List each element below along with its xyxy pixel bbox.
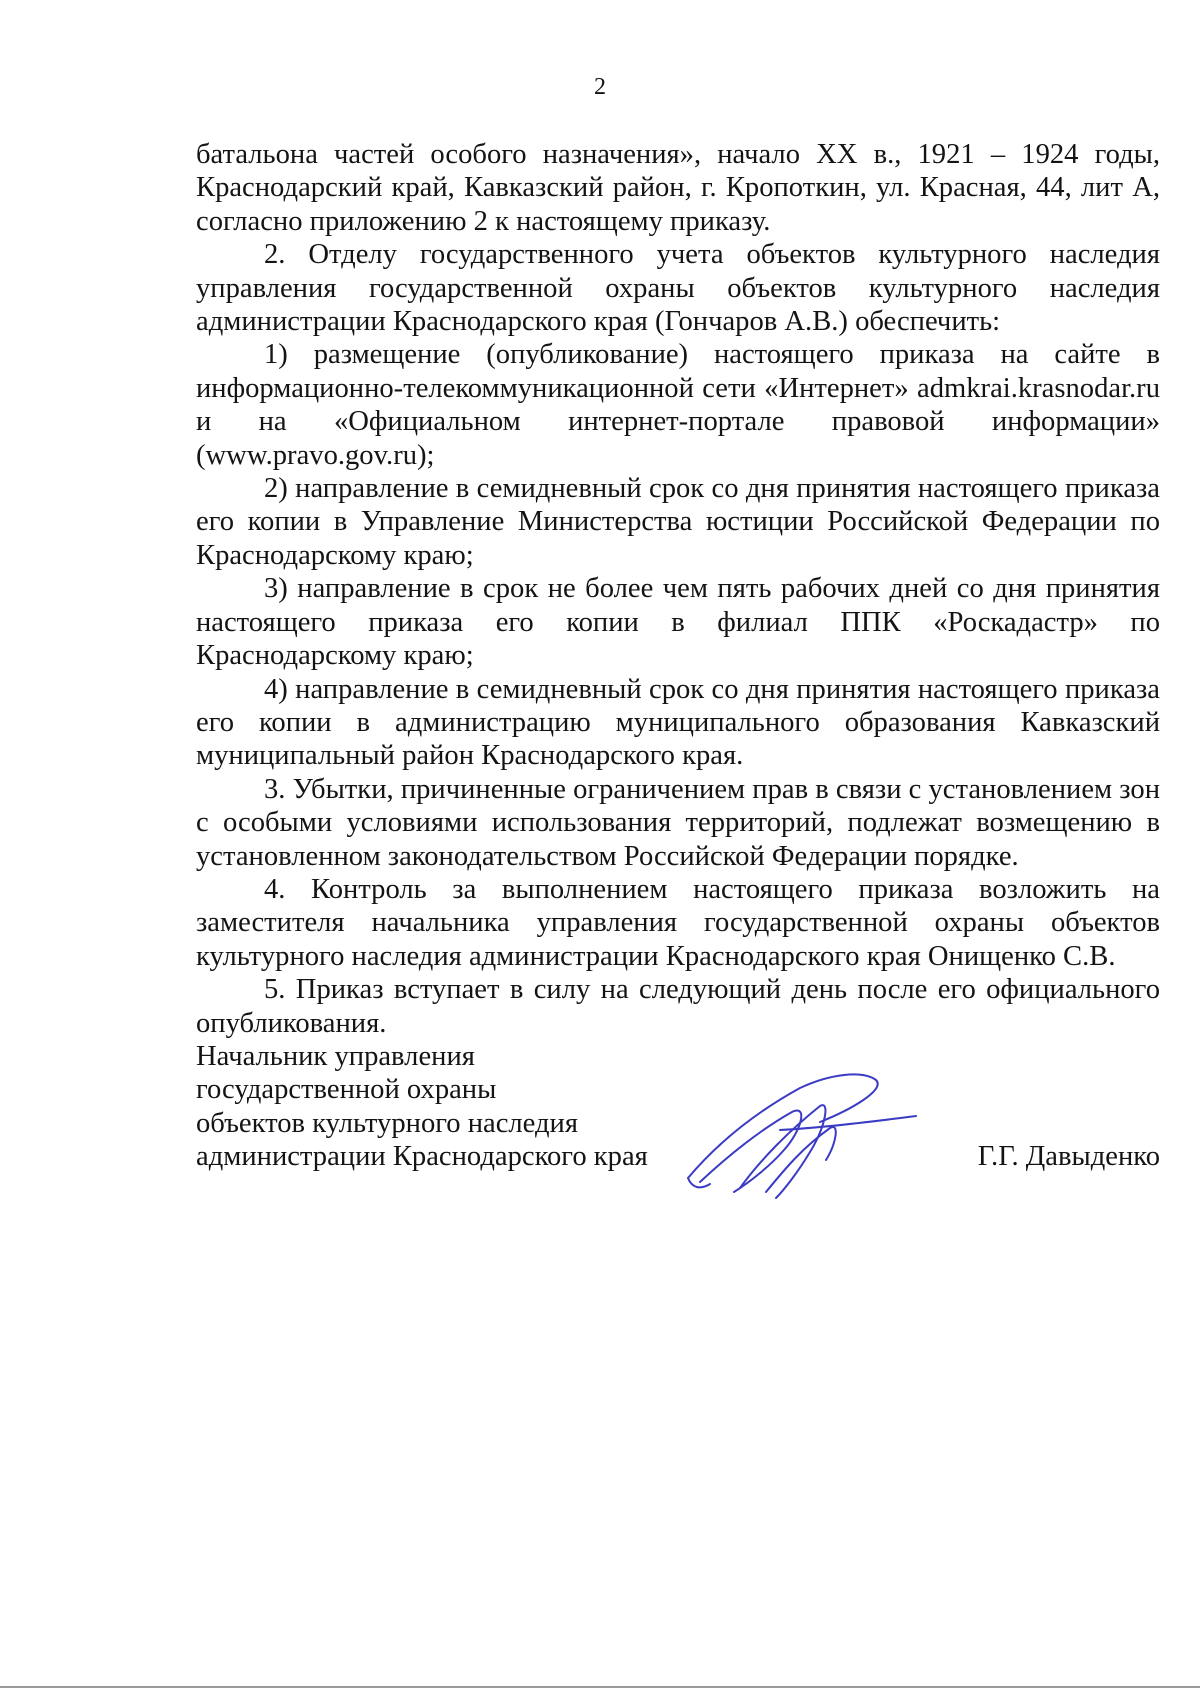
page-bottom-edge bbox=[0, 1686, 1200, 1688]
page-number: 2 bbox=[594, 74, 606, 100]
paragraph-subitem-2: 2) направление в семидневный срок со дня принятия настоящего приказа его копии в Управление Министерства юстиции Российской Федерации по Краснодарскому краю; bbox=[196, 473, 1160, 571]
paragraph-item-5: 5. Приказ вступает в силу на следующий день после его официального опубликования. bbox=[196, 974, 1160, 1039]
signer-position-line: администрации Краснодарского края bbox=[196, 1141, 648, 1173]
signer-position-line: объектов культурного наследия bbox=[196, 1107, 578, 1139]
paragraph-subitem-4: 4) направление в семидневный срок со дня принятия настоящего приказа его копии в администрацию муниципального образования Кавказский муниципальный район Краснодарского края. bbox=[196, 673, 1160, 772]
document-body bbox=[196, 138, 1160, 1040]
handwritten-signature bbox=[680, 1070, 920, 1210]
signer-name: Г.Г. Давыденко bbox=[977, 1141, 1160, 1172]
signer-position-line: государственной охраны bbox=[196, 1074, 497, 1106]
signer-position bbox=[196, 1040, 648, 1174]
paragraph-subitem-3: 3) направление в срок не более чем пять рабочих дней со дня принятия настоящего приказа его копии в филиал ППК «Роскадастр» по Краснодарскому краю; bbox=[196, 573, 1160, 672]
paragraph-item-3: 3. Убытки, причиненные ограничением прав в связи с установлением зон с особыми условиями использования территорий, подлежат возмещению в установленном законодательством Российской Федерации порядке. bbox=[196, 773, 1160, 872]
paragraph-item-2: 2. Отделу государственного учета объектов культурного наследия управления государственной охраны объектов культурного наследия администрации Краснодарского края (Гончаров А.В.) обеспечить: bbox=[196, 239, 1160, 338]
paragraph-item-4: 4. Контроль за выполнением настоящего приказа возложить на заместителя начальника управления государственной охраны объектов культурного наследия администрации Краснодарского края Онищенко С.В. bbox=[196, 873, 1160, 972]
signer-position-line: Начальник управления bbox=[196, 1041, 475, 1072]
paragraph-continuation: батальона частей особого назначения», начало XX в., 1921 – 1924 годы, Краснодарский край, Кавказский район, г. Кропоткин, ул. Красная, 44, лит А, согласно приложению 2 к настоящему приказу. bbox=[196, 139, 1160, 237]
paragraph-subitem-1: 1) размещение (опубликование) настоящего приказа на сайте в информационно-телекоммуникационной сети «Интернет» admkrai.krasnodar.ru и на «Официальном интернет-портале правовой информации» (www.pravo.gov.ru); bbox=[196, 339, 1160, 471]
